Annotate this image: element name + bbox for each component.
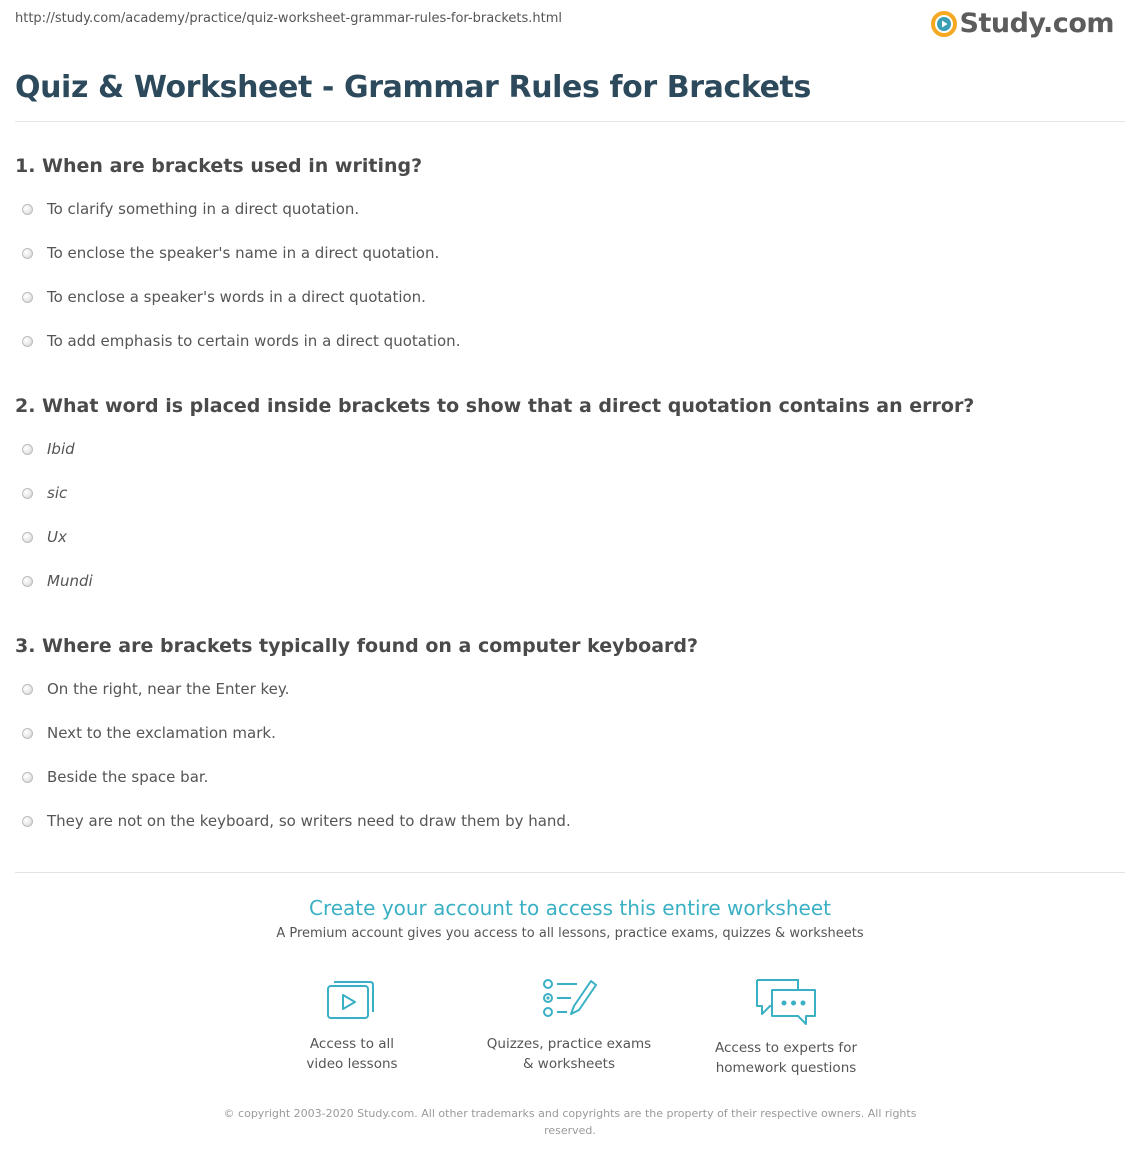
radio-button[interactable] xyxy=(22,336,33,347)
question-1: 1. When are brackets used in writing? xyxy=(15,155,423,177)
title-divider xyxy=(15,121,1125,122)
answer-label: They are not on the keyboard, so writers need to draw them by hand. xyxy=(47,812,571,830)
radio-button[interactable] xyxy=(22,684,33,695)
video-lessons-icon xyxy=(326,976,378,1022)
study-logo-icon xyxy=(931,11,957,37)
radio-button[interactable] xyxy=(22,772,33,783)
feature-quizzes xyxy=(469,976,669,1074)
answer-option[interactable] xyxy=(22,680,289,698)
page-url: http://study.com/academy/practice/quiz-worksheet-grammar-rules-for-brackets.html xyxy=(15,11,563,26)
radio-button[interactable] xyxy=(22,532,33,543)
radio-button[interactable] xyxy=(22,248,33,259)
chat-bubbles-icon xyxy=(754,976,818,1026)
radio-button[interactable] xyxy=(22,292,33,303)
answer-label: Beside the space bar. xyxy=(47,768,209,786)
premium-description: A Premium account gives you access to all lessons, practice exams, quizzes & worksheets xyxy=(276,926,864,941)
answer-option[interactable] xyxy=(22,528,67,546)
question-2: 2. What word is placed inside brackets to show that a direct quotation contains an error? xyxy=(15,395,975,417)
content-divider xyxy=(15,872,1125,873)
study-logo[interactable] xyxy=(931,8,1114,40)
radio-button[interactable] xyxy=(22,444,33,455)
answer-option[interactable] xyxy=(22,724,276,742)
answer-label: To enclose the speaker's name in a direct quotation. xyxy=(47,244,440,262)
answer-option[interactable] xyxy=(22,572,93,590)
radio-button[interactable] xyxy=(22,204,33,215)
answer-option[interactable] xyxy=(22,244,439,262)
answer-label: sic xyxy=(47,484,68,502)
feature-label: Access to all video lessons xyxy=(306,1036,398,1072)
feature-label: Access to experts for homework questions xyxy=(714,1040,857,1076)
answer-label: To enclose a speaker's words in a direct quotation. xyxy=(47,288,426,306)
study-logo-text: Study.com xyxy=(959,8,1114,39)
create-account-link[interactable]: Create your account to access this entire worksheet xyxy=(309,896,831,920)
answer-label: Ux xyxy=(47,528,67,546)
feature-label: Quizzes, practice exams & worksheets xyxy=(486,1036,652,1072)
answer-label: Mundi xyxy=(47,572,93,590)
answer-option[interactable] xyxy=(22,440,75,458)
answer-option[interactable] xyxy=(22,332,460,350)
answer-label: To add emphasis to certain words in a direct quotation. xyxy=(47,332,461,350)
answer-label: To clarify something in a direct quotation. xyxy=(47,200,360,218)
radio-button[interactable] xyxy=(22,816,33,827)
answer-option[interactable] xyxy=(22,768,208,786)
feature-video-lessons xyxy=(252,976,452,1074)
answer-label: Ibid xyxy=(47,440,75,458)
answer-option[interactable] xyxy=(22,484,67,502)
radio-button[interactable] xyxy=(22,576,33,587)
radio-button[interactable] xyxy=(22,488,33,499)
radio-button[interactable] xyxy=(22,728,33,739)
answer-option[interactable] xyxy=(22,288,426,306)
question-3: 3. Where are brackets typically found on a computer keyboard? xyxy=(15,635,699,657)
answer-label: On the right, near the Enter key. xyxy=(47,680,290,698)
answer-option[interactable] xyxy=(22,200,359,218)
top-bar xyxy=(0,0,1140,50)
page-title: Quiz & Worksheet - Grammar Rules for Brackets xyxy=(15,70,811,105)
copyright-footer: © copyright 2003-2020 Study.com. All other trademarks and copyrights are the property of their respective owners. All rights reserved. xyxy=(223,1107,917,1137)
feature-experts xyxy=(686,976,886,1078)
answer-label: Next to the exclamation mark. xyxy=(47,724,276,742)
quiz-checklist-icon xyxy=(541,976,597,1022)
answer-option[interactable] xyxy=(22,812,571,830)
